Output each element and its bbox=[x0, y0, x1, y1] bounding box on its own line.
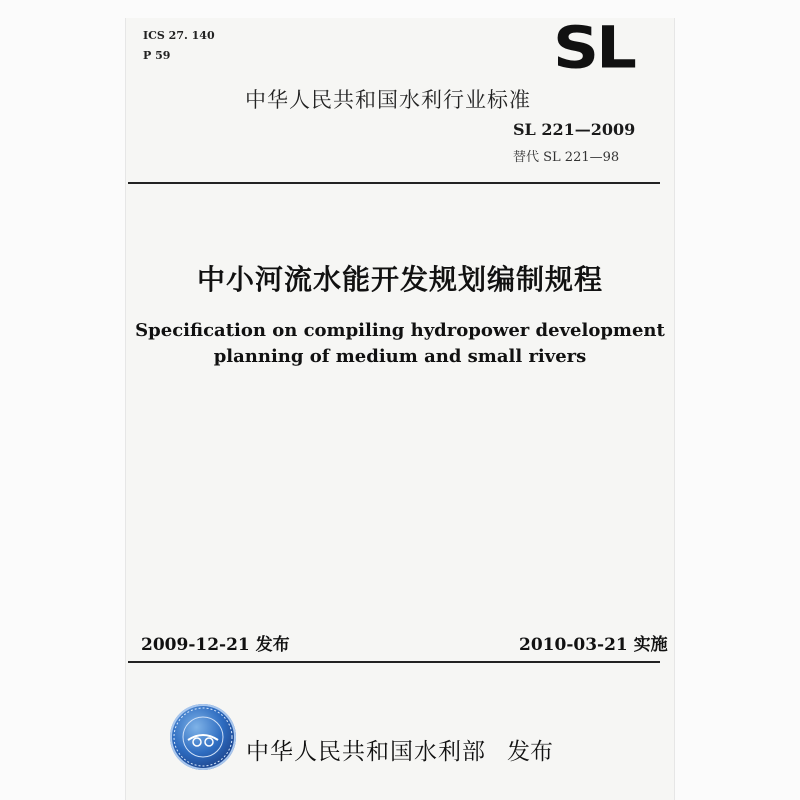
effective-date: 2010-03-21 bbox=[519, 635, 628, 655]
sl-logo: SL bbox=[553, 15, 634, 83]
bottom-divider bbox=[128, 661, 660, 663]
anti-counterfeit-seal-icon bbox=[170, 704, 236, 770]
publish-label: 发布 bbox=[507, 739, 553, 765]
issue-date: 2009-12-21 bbox=[141, 635, 250, 655]
chinese-title: 中小河流水能开发规划编制规程 bbox=[196, 263, 603, 296]
p-code: P 59 bbox=[143, 49, 171, 62]
industry-standard-title: 中华人民共和国水利行业标准 bbox=[245, 88, 531, 112]
issue-date-block bbox=[141, 630, 290, 655]
top-divider bbox=[128, 182, 660, 184]
ics-code: ICS 27. 140 bbox=[143, 29, 215, 42]
effective-label: 实施 bbox=[633, 635, 668, 655]
replaces-standard: 替代 SL 221—98 bbox=[513, 150, 620, 165]
standard-number: SL 221—2009 bbox=[513, 120, 636, 139]
english-title-line-1: Specification on compiling hydropower development bbox=[135, 320, 665, 341]
effective-date-block bbox=[519, 630, 668, 655]
english-title-line-2: planning of medium and small rivers bbox=[213, 346, 587, 367]
issue-label: 发布 bbox=[255, 635, 290, 655]
publisher-name: 中华人民共和国水利部 bbox=[246, 739, 486, 765]
